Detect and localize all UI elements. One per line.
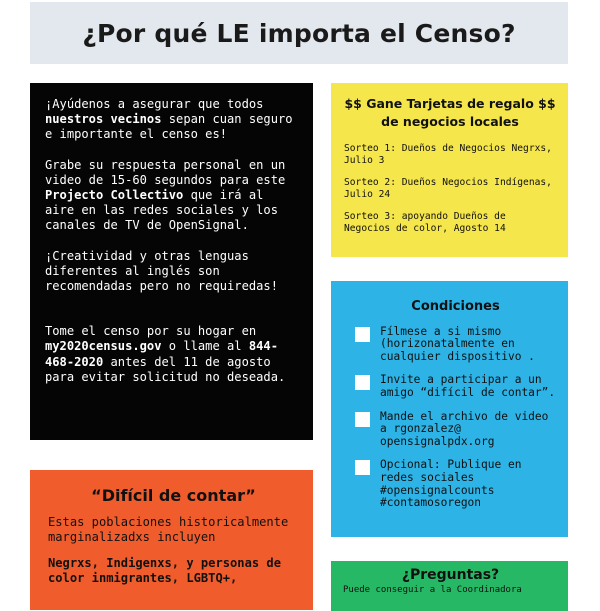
conditions-heading: Condiciones	[411, 299, 500, 314]
gift-cards-panel	[331, 83, 568, 257]
hard-to-count-description: Estas poblaciones historicalmente marginalizadxs incluyen	[48, 515, 289, 545]
title-banner	[30, 2, 568, 64]
condition-text: Opcional: Publique en redes sociales #opensignalcounts #contamosoregon	[380, 458, 522, 510]
intro-paragraph-census	[45, 324, 299, 385]
condition-item	[355, 374, 556, 399]
questions-text: Puede conseguir a la Coordinadora	[343, 585, 522, 595]
condition-text: Invite a participar a un amigo “difícil de contar”.	[380, 373, 556, 399]
intro-paragraph-record	[45, 158, 299, 234]
condition-text: Fílmese a si mismo (horizonatalmente en cualquier dispositivo .	[380, 324, 535, 363]
project-name: Projecto Collectivo	[45, 188, 184, 203]
condition-checkbox[interactable]	[355, 375, 370, 390]
intro-text: antes del 11 de agosto para evitar solicitud no deseada.	[45, 354, 286, 384]
draw-item: Sorteo 2: Dueños Negocios Indígenas, Julio 24	[344, 177, 552, 200]
intro-panel	[30, 83, 313, 440]
hard-to-count-heading: “Difícil de contar”	[91, 486, 256, 505]
gift-cards-heading: $$ Gane Tarjetas de regalo $$ de negocios locales	[344, 96, 556, 129]
draw-item: Sorteo 3: apoyando Dueños de Negocios de color, Agosto 14	[344, 211, 506, 234]
intro-text: Grabe su respuesta personal en un video de 15-60 segundos para este	[45, 157, 286, 187]
condition-checkbox[interactable]	[355, 412, 370, 427]
hard-to-count-groups: Negrxs, Indigenxs, y personas de color inmigrantes, LGBTQ+,	[48, 555, 281, 585]
intro-text: que irá al aire en las redes sociales y los canales de TV de OpenSignal.	[45, 188, 278, 233]
intro-text: o llame al	[161, 339, 249, 354]
condition-item	[355, 326, 556, 364]
condition-item	[355, 411, 556, 449]
questions-panel	[331, 561, 568, 611]
intro-text: Tome el censo por su hogar en	[45, 324, 257, 339]
condition-checkbox[interactable]	[355, 327, 370, 342]
census-phone-number[interactable]: 844-468-2020	[45, 339, 278, 369]
intro-paragraph-creativity: ¡Creatividad y otras lenguas diferentes al inglés son recomendadas pero no requiredas!	[45, 248, 278, 294]
conditions-panel	[331, 281, 568, 537]
hard-to-count-panel	[30, 470, 313, 610]
condition-text: Mande el archivo de video a rgonzalez@ opensignalpdx.org	[380, 409, 549, 448]
intro-text: ¡Ayúdenos a asegurar que todos	[45, 97, 264, 111]
intro-text: sepan cuan seguro e importante el censo es!	[45, 112, 293, 142]
page-title: ¿Por qué LE importa el Censo?	[82, 18, 516, 48]
questions-heading: ¿Preguntas?	[401, 567, 500, 583]
intro-emphasis: nuestros vecinos	[45, 112, 162, 127]
draw-item: Sorteo 1: Dueños de Negocios Negrxs, Julio 3	[344, 143, 552, 166]
condition-item	[355, 459, 556, 509]
census-website-link[interactable]: my2020census.gov	[45, 339, 162, 354]
condition-checkbox[interactable]	[355, 460, 370, 475]
intro-paragraph-help	[45, 97, 299, 143]
